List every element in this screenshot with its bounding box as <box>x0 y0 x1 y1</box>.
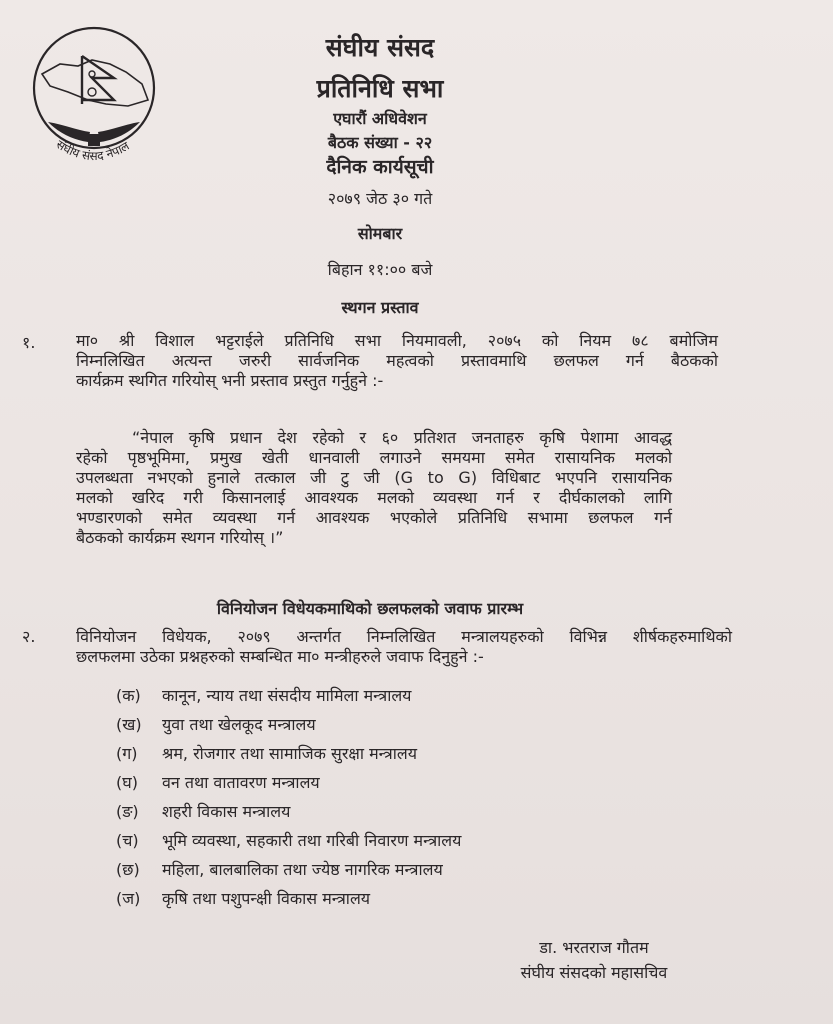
intro-line: विनियोजन विधेयक, २०७९ अन्तर्गत निम्नलिखित मन्त्रालयहरुको विभिन्न शीर्षकहरुमाथिको <box>76 627 732 646</box>
list-item <box>116 742 461 771</box>
list-marker: (क) <box>116 686 141 705</box>
ministry-name: युवा तथा खेलकूद मन्त्रालय <box>162 715 316 734</box>
meeting-number: बैठक संख्या - २२ <box>327 133 433 152</box>
ministry-name: शहरी विकास मन्त्रालय <box>162 802 291 821</box>
quote-line: भण्डारणको समेत व्यवस्था गर्न आवश्यक भएकोले प्रतिनिधि सभामा छलफल गर्न <box>76 508 672 527</box>
session-label: एघारौं अधिवेशन <box>333 109 427 128</box>
ministry-name: भूमि व्यवस्था, सहकारी तथा गरिबी निवारण मन्त्रालय <box>162 831 462 850</box>
list-marker: (छ) <box>116 860 140 879</box>
quote-line: मलको खरिद गरी किसानलाई आवश्यक मलको व्यवस्था गर्न र दीर्घकालको लागि <box>76 488 672 507</box>
quote-line: “नेपाल कृषि प्रधान देश रहेको र ६० प्रतिशत जनताहरु कृषि पेशामा आवद्ध <box>132 428 672 447</box>
parliament-title: संघीय संसद <box>325 33 435 62</box>
intro-line: निम्नलिखित अत्यन्त जरुरी सार्वजनिक महत्वको प्रस्तावमाथि छलफल गर्न बैठकको <box>76 351 718 370</box>
appropriation-intro <box>76 627 732 667</box>
list-item <box>116 713 461 742</box>
quote-line: उपलब्धता नभएको हुनाले तत्काल जी टु जी (G to G) विधिबाट भएपनि रासायनिक <box>76 468 672 487</box>
ministry-list <box>116 684 461 916</box>
logo-text: संघीय संसद नेपाल <box>53 137 132 164</box>
intro-line: मा० श्री विशाल भट्टराईले प्रतिनिधि सभा नियमावली, २०७५ को नियम ७८ बमोजिम <box>76 331 718 350</box>
agenda-title: दैनिक कार्यसूची <box>326 156 434 178</box>
quote-line: बैठकको कार्यक्रम स्थगन गरियोस् ।” <box>76 528 284 547</box>
ministry-name: वन तथा वातावरण मन्त्रालय <box>162 773 320 792</box>
weekday: सोमबार <box>357 224 403 243</box>
list-marker: (च) <box>116 831 139 850</box>
intro-line: कार्यक्रम स्थगित गरियोस् भनी प्रस्ताव प्रस्तुत गर्नुहुने :- <box>76 371 384 390</box>
parliament-emblem-icon <box>30 26 160 176</box>
list-item <box>116 771 461 800</box>
quote-line: रहेको पृष्ठभूमिमा, प्रमुख खेती धानवाली लगाउने समयमा समेत रासायनिक मलको <box>76 448 672 467</box>
adjournment-motion-quote <box>76 428 672 548</box>
signatory-title: संघीय संसदको महासचिव <box>520 963 668 982</box>
ministry-name: कानून, न्याय तथा संसदीय मामिला मन्त्रालय <box>162 686 412 705</box>
ministry-name: कृषि तथा पशुपन्क्षी विकास मन्त्रालय <box>162 889 371 908</box>
list-item <box>116 684 461 713</box>
parliament-logo <box>30 26 160 176</box>
ministry-name: महिला, बालबालिका तथा ज्येष्ठ नागरिक मन्त्रालय <box>162 860 443 879</box>
list-item <box>116 887 461 916</box>
adjournment-intro <box>76 331 718 391</box>
section-title-appropriation: विनियोजन विधेयकमाथिको छलफलको जवाफ प्रारम्भ <box>216 599 524 618</box>
meeting-time: बिहान ११:०० बजे <box>327 260 433 279</box>
house-title: प्रतिनिधि सभा <box>316 74 444 103</box>
list-marker: (ज) <box>116 889 141 908</box>
list-marker: (ग) <box>116 744 138 763</box>
intro-line: छलफलमा उठेका प्रश्नहरुको सम्बन्धित मा० मन्त्रीहरुले जवाफ दिनुहुने :- <box>76 647 484 666</box>
signatory-name: डा. भरतराज गौतम <box>539 938 649 957</box>
list-marker: (घ) <box>116 773 138 792</box>
list-item <box>116 858 461 887</box>
list-item <box>116 800 461 829</box>
list-marker: (ख) <box>116 715 142 734</box>
item-number-1: १. <box>22 333 36 352</box>
item-number-2: २. <box>22 627 36 646</box>
list-marker: (ङ) <box>116 802 139 821</box>
ministry-name: श्रम, रोजगार तथा सामाजिक सुरक्षा मन्त्रालय <box>162 744 417 763</box>
agenda-date: २०७९ जेठ ३० गते <box>327 189 433 208</box>
list-item <box>116 829 461 858</box>
section-title-adjournment: स्थगन प्रस्ताव <box>341 298 419 317</box>
